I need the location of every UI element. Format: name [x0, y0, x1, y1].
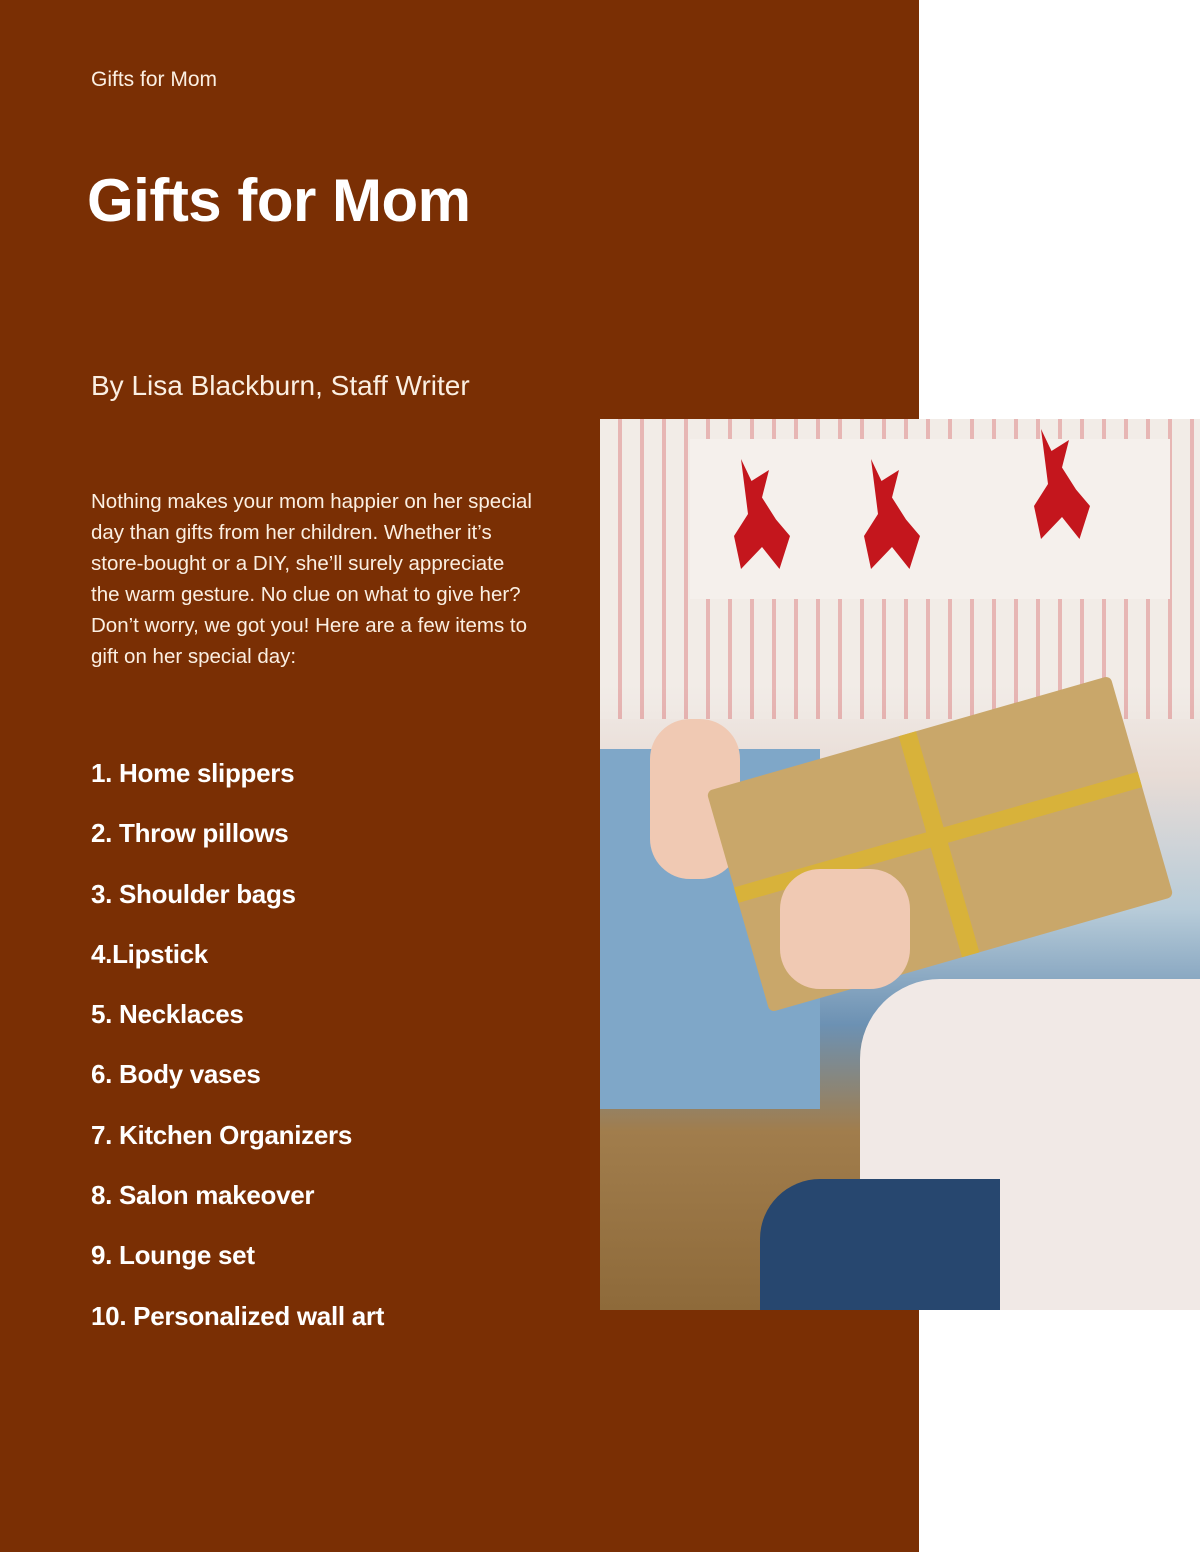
list-item: 3. Shoulder bags	[91, 878, 296, 909]
child-hand	[780, 869, 910, 989]
list-item: 6. Body vases	[91, 1059, 261, 1090]
list-item: 7. Kitchen Organizers	[91, 1119, 353, 1150]
section-kicker: Gifts for Mom	[91, 68, 218, 91]
gift-box	[706, 676, 1173, 1013]
list-item: 2. Throw pillows	[91, 818, 289, 849]
byline: By Lisa Blackburn, Staff Writer	[91, 370, 470, 401]
list-item: 10. Personalized wall art	[91, 1300, 385, 1331]
child-jeans	[760, 1179, 1000, 1310]
intro-paragraph: Nothing makes your mom happier on her special day than gifts from her children. Whether it’s store-bought or a DIY, she’ll surely appreciate the warm gesture. No clue on what to give her? Don’t worry, we got you! Here are a few items to gift on her special day:	[91, 490, 532, 668]
gift-exchange-photo	[600, 419, 1200, 1310]
list-item: 4.Lipstick	[91, 938, 208, 969]
list-item: 9. Lounge set	[91, 1240, 255, 1271]
list-item: 5. Necklaces	[91, 999, 244, 1030]
list-item: 8. Salon makeover	[91, 1180, 315, 1211]
page-title: Gifts for Mom	[87, 167, 471, 234]
list-item: 1. Home slippers	[91, 758, 295, 788]
gift-list	[91, 758, 384, 1361]
